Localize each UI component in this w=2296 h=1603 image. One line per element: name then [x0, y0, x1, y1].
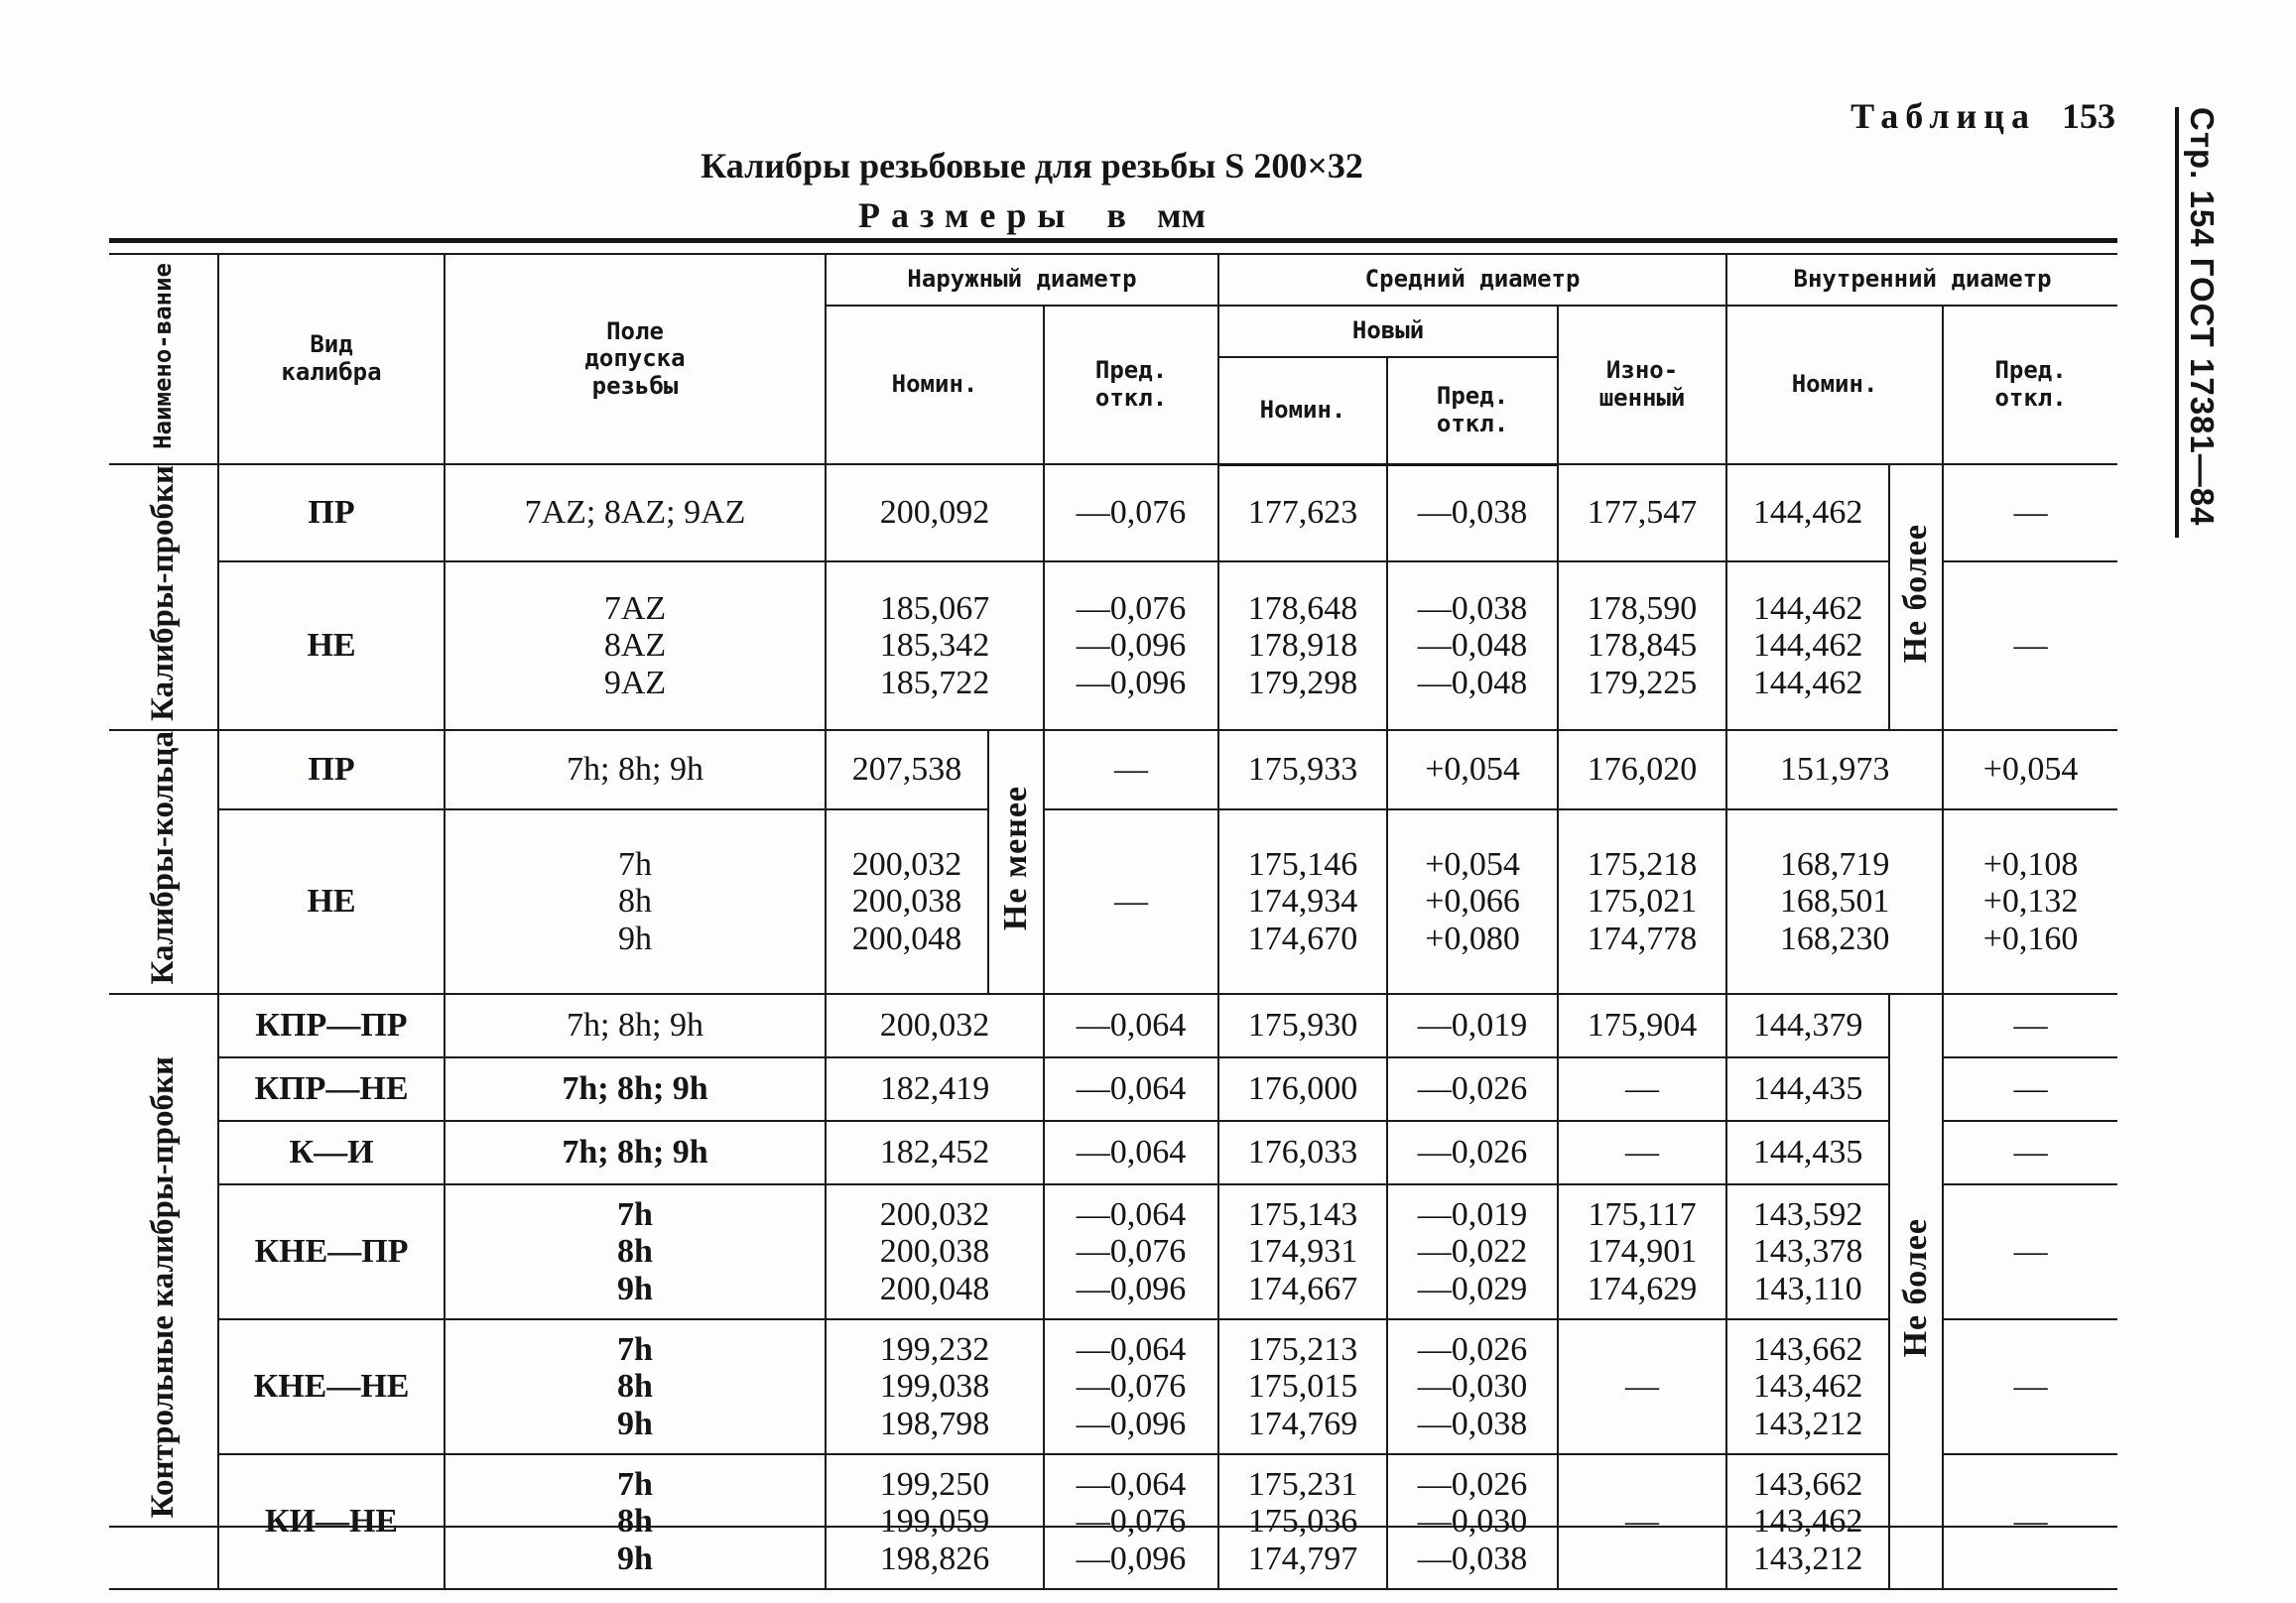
value-line: —0,076	[1076, 1368, 1187, 1406]
value-line: —0,096	[1076, 664, 1187, 701]
value-line: 168,230	[1779, 920, 1890, 957]
col-header-inner-dev-l1: Пред.	[1994, 356, 2067, 385]
side-reference: Стр. 154 ГОСТ 17381—84	[2184, 107, 2221, 527]
outer-nom	[826, 561, 1044, 731]
table-row	[109, 1057, 2117, 1121]
gauge-kind: КПР—ПР	[218, 994, 445, 1057]
tolerance-line: 7h	[617, 1331, 653, 1369]
worn: —	[1558, 1319, 1726, 1454]
worn	[1558, 561, 1726, 731]
gauge-kind: КНЕ—НЕ	[218, 1319, 445, 1454]
mid-nom	[1218, 809, 1387, 994]
outer-dev	[1044, 1454, 1218, 1589]
worn: —	[1558, 1121, 1726, 1184]
col-header-name	[109, 254, 218, 464]
inner-nom: 144,462	[1726, 464, 1889, 561]
tolerance-line: 9h	[617, 1270, 653, 1307]
col-header-outer-dev-l1: Пред.	[1094, 356, 1168, 385]
value-line: 175,117	[1588, 1196, 1697, 1234]
value-line: —0,026	[1417, 1466, 1528, 1504]
inner-nom	[1726, 1454, 1889, 1589]
inner-nom	[1726, 809, 1943, 994]
table-row	[109, 809, 2117, 994]
outer-dev	[1044, 561, 1218, 731]
tolerance-line: 7h	[617, 1466, 653, 1504]
tolerance-line: 9h	[617, 1405, 653, 1442]
col-header-kind-l2: калибра	[281, 358, 382, 386]
outer-nom: 182,419	[826, 1057, 1044, 1121]
inner-dev: —	[1943, 994, 2117, 1057]
value-line: —0,030	[1417, 1503, 1528, 1541]
value-line: 174,629	[1587, 1270, 1698, 1307]
value-line: 179,225	[1587, 664, 1698, 701]
inner-nom: 151,973	[1726, 730, 1943, 809]
value-line: —0,064	[1076, 1466, 1187, 1504]
units-line	[456, 194, 1607, 236]
value-line: +0,080	[1425, 920, 1520, 957]
col-header-middle-diameter: Средний диаметр	[1218, 254, 1726, 306]
col-header-mid-dev-l2: откл.	[1436, 409, 1509, 437]
units-mm: мм	[1156, 195, 1207, 235]
mid-dev	[1387, 561, 1558, 731]
value-line: 199,250	[879, 1466, 990, 1504]
col-header-inner-dev-l2: откл.	[1994, 384, 2067, 412]
tolerance-line: 9AZ	[603, 664, 667, 701]
mid-dev: —0,019	[1387, 994, 1558, 1057]
mid-dev: —0,026	[1387, 1121, 1558, 1184]
outer-nom: 182,452	[826, 1121, 1044, 1184]
worn: 175,904	[1558, 994, 1726, 1057]
value-line: 198,798	[879, 1405, 990, 1442]
outer-dev	[1044, 1319, 1218, 1454]
value-line: —0,096	[1076, 1270, 1187, 1307]
value-line: 174,934	[1247, 883, 1358, 921]
value-line: —0,064	[1076, 1196, 1187, 1234]
group-control	[109, 994, 218, 1589]
group-plugs-text: Калибры-пробки	[145, 465, 182, 721]
value-line: 174,778	[1587, 920, 1698, 957]
gauge-kind: КИ—НЕ	[218, 1454, 445, 1589]
value-line: 200,038	[851, 883, 962, 921]
value-line: 175,143	[1247, 1196, 1358, 1234]
outer-dev: —	[1044, 809, 1218, 994]
inner-dev	[1943, 809, 2117, 994]
mid-nom: 175,933	[1218, 730, 1387, 809]
mid-dev	[1387, 1319, 1558, 1454]
inner-dev: —	[1943, 1184, 2117, 1319]
value-line: —0,029	[1417, 1270, 1528, 1307]
value-line: 178,590	[1587, 589, 1698, 627]
inner-nom	[1726, 1184, 1889, 1319]
inner-nom: 144,379	[1726, 994, 1889, 1057]
tolerance	[445, 1319, 826, 1454]
tolerance	[445, 561, 826, 731]
outer-nom	[826, 1319, 1044, 1454]
value-line: 185,342	[879, 627, 990, 665]
tolerance	[445, 809, 826, 994]
value-line: 143,592	[1752, 1196, 1863, 1234]
mid-dev: —0,038	[1387, 464, 1558, 561]
value-line: —0,019	[1417, 1196, 1528, 1234]
inner-nom	[1726, 1319, 1889, 1454]
note-not-less	[988, 730, 1044, 994]
value-line: 143,110	[1753, 1270, 1862, 1307]
value-line: —0,076	[1076, 1233, 1187, 1271]
value-line: 199,059	[879, 1503, 990, 1541]
value-line: 179,298	[1247, 664, 1358, 701]
worn: 177,547	[1558, 464, 1726, 561]
tolerance-line: 8AZ	[603, 627, 667, 665]
gauge-kind: ПР	[218, 730, 445, 809]
value-line: —0,048	[1417, 664, 1528, 701]
col-header-worn	[1558, 306, 1726, 464]
value-line: 175,146	[1247, 845, 1358, 883]
inner-dev: —	[1943, 1057, 2117, 1121]
units-prefix: Размеры	[857, 195, 1077, 235]
outer-nom	[826, 809, 988, 994]
col-header-kind-l1: Вид	[310, 330, 353, 359]
value-line: 143,462	[1752, 1368, 1863, 1406]
col-header-inner-nom: Номин.	[1726, 306, 1943, 464]
gauge-kind: ПР	[218, 464, 445, 561]
value-line: 144,462	[1752, 664, 1863, 701]
top-rule	[109, 238, 2117, 243]
value-line: 168,719	[1779, 845, 1890, 883]
group-plugs	[109, 464, 218, 730]
inner-dev: —	[1943, 1454, 2117, 1589]
col-header-outer-dev-l2: откл.	[1094, 384, 1168, 412]
value-line: 175,213	[1247, 1331, 1358, 1369]
value-line: 143,462	[1752, 1503, 1863, 1541]
value-line: —0,096	[1076, 1540, 1187, 1577]
tolerance: 7h; 8h; 9h	[445, 730, 826, 809]
outer-dev: —0,064	[1044, 1121, 1218, 1184]
value-line: —0,022	[1417, 1233, 1528, 1271]
note-not-more	[1889, 464, 1943, 730]
mid-dev	[1387, 1454, 1558, 1589]
worn: 176,020	[1558, 730, 1726, 809]
outer-nom: 200,032	[826, 994, 1044, 1057]
tolerance-line: 8h	[617, 1233, 653, 1271]
value-line: +0,054	[1425, 845, 1520, 883]
mid-dev: —0,026	[1387, 1057, 1558, 1121]
value-line: 175,021	[1587, 883, 1698, 921]
units-in: в	[1106, 195, 1126, 235]
gauge-kind: НЕ	[218, 561, 445, 731]
table-title: Калибры резьбовые для резьбы S 200×32	[701, 146, 1363, 185]
value-line: 178,918	[1247, 627, 1358, 665]
inner-dev: —	[1943, 561, 2117, 731]
outer-nom	[826, 1454, 1044, 1589]
tolerance	[445, 1184, 826, 1319]
value-line: —0,064	[1076, 1331, 1187, 1369]
tolerance-line: 8h	[617, 1503, 653, 1541]
col-header-new: Новый	[1218, 306, 1558, 357]
col-header-mid-dev	[1387, 357, 1558, 464]
outer-dev: —0,064	[1044, 1057, 1218, 1121]
tolerance	[445, 1454, 826, 1589]
value-line: +0,132	[1982, 883, 2079, 921]
mid-dev	[1387, 1184, 1558, 1319]
value-line: +0,066	[1425, 883, 1520, 921]
value-line: 174,901	[1587, 1233, 1698, 1271]
inner-dev: —	[1943, 464, 2117, 561]
value-line: 174,667	[1247, 1270, 1358, 1307]
col-header-outer-diameter: Наружный диаметр	[826, 254, 1218, 306]
mid-nom	[1218, 1319, 1387, 1454]
value-line: 175,015	[1247, 1368, 1358, 1406]
value-line: 144,462	[1752, 589, 1863, 627]
value-line: 168,501	[1779, 883, 1890, 921]
value-line: —0,076	[1076, 589, 1187, 627]
value-line: —0,096	[1076, 1405, 1187, 1442]
outer-dev	[1044, 1184, 1218, 1319]
value-line: —0,096	[1076, 627, 1187, 665]
mid-nom: 176,033	[1218, 1121, 1387, 1184]
value-line: 143,212	[1752, 1540, 1863, 1577]
col-header-name-text: Наимено-вание	[148, 262, 177, 449]
mid-nom: 176,000	[1218, 1057, 1387, 1121]
group-rings	[109, 730, 218, 994]
mid-nom: 177,623	[1218, 464, 1387, 561]
gauge-dimensions-table	[109, 253, 2117, 1590]
value-line: 174,797	[1247, 1540, 1358, 1577]
value-line: 175,036	[1247, 1503, 1358, 1541]
mid-nom	[1218, 1184, 1387, 1319]
worn: —	[1558, 1454, 1726, 1589]
value-line: 200,032	[879, 1196, 990, 1234]
note-not-more-control-text: Не более	[1897, 1217, 1935, 1358]
value-line: 143,212	[1752, 1405, 1863, 1442]
col-header-worn-l1: Изно-	[1605, 356, 1679, 385]
value-line: —0,026	[1417, 1331, 1528, 1369]
tolerance-line: 8h	[617, 1368, 653, 1406]
value-line: 175,231	[1247, 1466, 1358, 1504]
col-header-mid-dev-l1: Пред.	[1436, 382, 1509, 411]
col-header-kind	[218, 254, 445, 464]
value-line: 174,931	[1247, 1233, 1358, 1271]
value-line: 178,845	[1587, 627, 1698, 665]
value-line: 178,648	[1247, 589, 1358, 627]
value-line: 185,067	[879, 589, 990, 627]
col-header-worn-l2: шенный	[1598, 384, 1686, 412]
table-row	[109, 464, 2117, 561]
value-line: 198,826	[879, 1540, 990, 1577]
group-rings-text: Калибры-кольца	[145, 731, 182, 985]
mid-dev: +0,054	[1387, 730, 1558, 809]
outer-dev: —	[1044, 730, 1218, 809]
col-header-mid-nom: Номин.	[1218, 357, 1387, 464]
table-row	[109, 994, 2117, 1057]
table-number-value: 153	[2062, 96, 2115, 136]
table-row	[109, 1454, 2117, 1589]
outer-dev: —0,064	[1044, 994, 1218, 1057]
table-row	[109, 730, 2117, 809]
value-line: —0,030	[1417, 1368, 1528, 1406]
col-header-tol-l3: резьбы	[591, 371, 679, 400]
inner-dev: —	[1943, 1319, 2117, 1454]
table-row	[109, 561, 2117, 731]
tolerance: 7h; 8h; 9h	[445, 994, 826, 1057]
value-line: 174,670	[1247, 920, 1358, 957]
table-row	[109, 1184, 2117, 1319]
outer-nom: 200,092	[826, 464, 1044, 561]
value-line: 175,218	[1587, 845, 1698, 883]
inner-nom: 144,435	[1726, 1121, 1889, 1184]
outer-nom: 207,538	[826, 730, 988, 809]
inner-dev: —	[1943, 1121, 2117, 1184]
note-not-more-control	[1889, 994, 1943, 1589]
tolerance-line: 7h	[617, 1196, 653, 1234]
worn	[1558, 809, 1726, 994]
gauge-kind: КНЕ—ПР	[218, 1184, 445, 1319]
col-header-tolerance	[445, 254, 826, 464]
value-line: 200,048	[851, 920, 962, 957]
col-header-outer-nom: Номин.	[826, 306, 1044, 464]
value-line: +0,160	[1982, 920, 2079, 957]
value-line: 199,232	[879, 1331, 990, 1369]
value-line: +0,108	[1982, 845, 2079, 883]
gauge-kind: КПР—НЕ	[218, 1057, 445, 1121]
value-line: —0,038	[1417, 1405, 1528, 1442]
inner-dev: +0,054	[1943, 730, 2117, 809]
mid-nom: 175,930	[1218, 994, 1387, 1057]
tolerance: 7h; 8h; 9h	[445, 1121, 826, 1184]
table-number	[1850, 95, 2115, 137]
value-line: 174,769	[1247, 1405, 1358, 1442]
value-line: 143,378	[1752, 1233, 1863, 1271]
value-line: 199,038	[879, 1368, 990, 1406]
tolerance-line: 9h	[618, 920, 652, 957]
value-line: 144,462	[1752, 627, 1863, 665]
gauge-kind: НЕ	[218, 809, 445, 994]
table-word: Таблица	[1850, 96, 2036, 136]
value-line: —0,038	[1417, 589, 1528, 627]
col-header-outer-dev	[1044, 306, 1218, 464]
value-line: 200,038	[879, 1233, 990, 1271]
value-line: 200,032	[851, 845, 962, 883]
worn: —	[1558, 1057, 1726, 1121]
inner-nom: 144,435	[1726, 1057, 1889, 1121]
value-line: 185,722	[879, 664, 990, 701]
outer-dev: —0,076	[1044, 464, 1218, 561]
mid-nom	[1218, 561, 1387, 731]
table-row	[109, 1121, 2117, 1184]
tolerance-line: 8h	[618, 883, 652, 921]
outer-nom	[826, 1184, 1044, 1319]
table-row	[109, 1319, 2117, 1454]
col-header-tol-l1: Поле	[606, 316, 664, 345]
tolerance: 7AZ; 8AZ; 9AZ	[445, 464, 826, 561]
gauge-kind: К—И	[218, 1121, 445, 1184]
group-control-text: Контрольные калибры-пробки	[145, 1056, 182, 1519]
col-header-tol-l2: допуска	[584, 344, 686, 373]
worn	[1558, 1184, 1726, 1319]
value-line: —0,048	[1417, 627, 1528, 665]
col-header-inner-dev	[1943, 306, 2117, 464]
inner-nom	[1726, 561, 1889, 731]
tolerance: 7h; 8h; 9h	[445, 1057, 826, 1121]
tolerance-line: 7h	[618, 845, 652, 883]
value-line: 200,048	[879, 1270, 990, 1307]
value-line: —0,038	[1417, 1540, 1528, 1577]
col-header-inner-diameter: Внутренний диаметр	[1726, 254, 2117, 306]
bottom-rule	[109, 1526, 2117, 1528]
tolerance-line: 7AZ	[603, 589, 667, 627]
value-line: 143,662	[1752, 1331, 1863, 1369]
mid-dev	[1387, 809, 1558, 994]
mid-nom	[1218, 1454, 1387, 1589]
value-line: 143,662	[1752, 1466, 1863, 1504]
note-not-more-text: Не более	[1897, 523, 1935, 664]
value-line: —0,076	[1076, 1503, 1187, 1541]
note-not-less-text: Не менее	[997, 785, 1035, 930]
tolerance-line: 9h	[617, 1540, 653, 1577]
